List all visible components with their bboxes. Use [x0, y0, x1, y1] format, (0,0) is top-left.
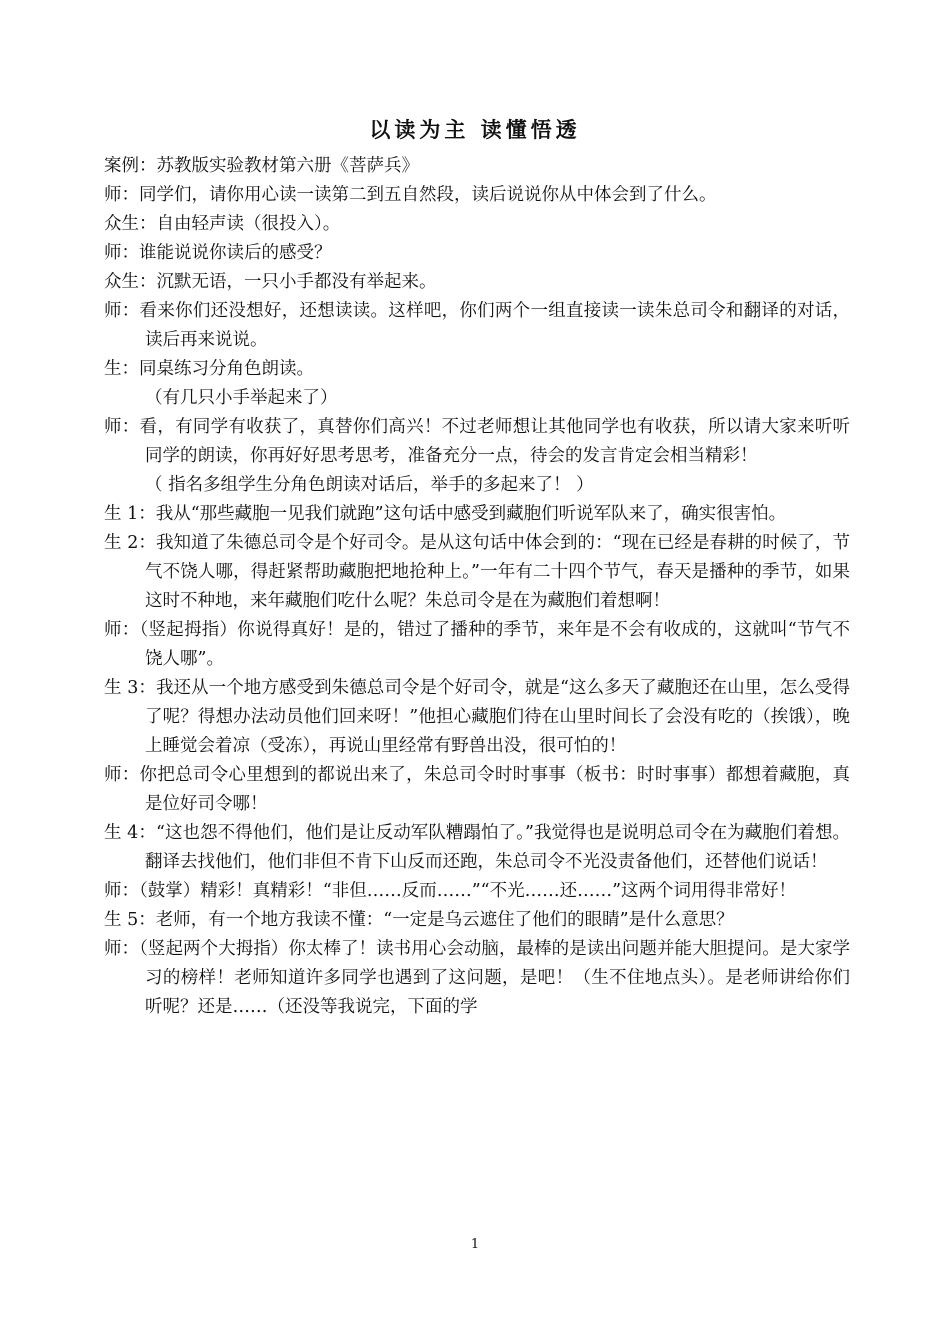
speaker-label: 众生： — [104, 272, 157, 292]
case-line: 案例：苏教版实验教材第六册《菩萨兵》 — [104, 156, 419, 176]
page-number: 1 — [470, 1237, 480, 1252]
paragraph-text: 谁能说说你读后的感受？ — [139, 243, 332, 263]
speaker-label: 师： — [104, 243, 139, 263]
dialogue-paragraph — [104, 297, 850, 355]
dialogue-paragraph — [104, 529, 850, 616]
speaker-label: 众生： — [104, 214, 157, 234]
speaker-label: 师： — [104, 765, 140, 785]
dialogue-paragraph — [104, 500, 850, 529]
speaker-label: 生 3： — [104, 678, 156, 698]
paragraph-text: 我知道了朱德总司令是个好司令。是从这句话中体会到的：“现在已经是春耕的时候了，节气不饶人哪，得赶紧帮助藏胞把地抢种上。”一年有二十四个节气，春天是播种的季节，如果这时不种地，来年藏胞们吃什么呢？朱总司令是在为藏胞们着想啊！ — [145, 533, 850, 611]
speaker-label: 师： — [104, 620, 140, 640]
paragraph-text: （鼓掌）精彩！真精彩！“非但……反而……”“不光……还……”这两个词用得非常好！ — [139, 881, 797, 901]
paragraph-text: 看，有同学有收获了，真替你们高兴！不过老师想让其他同学也有收获，所以请大家来听听同学的朗读，你再好好思考思考，准备充分一点，待会的发言肯定会相当精彩！ — [139, 417, 851, 466]
paragraph-text: 我还从一个地方感受到朱德总司令是个好司令，就是“这么多天了藏胞还在山里，怎么受得了呢？得想办法动员他们回来呀！”他担心藏胞们待在山里时间长了会没有吃的（挨饿），晚上睡觉会着凉（受冻），再说山里经常有野兽出没，很可怕的！ — [145, 678, 850, 756]
speaker-label: 生 5： — [104, 910, 156, 930]
speaker-label: 师： — [104, 185, 139, 205]
document-body — [104, 152, 850, 1022]
speaker-label: 师： — [104, 417, 140, 437]
paragraph-text: 同桌练习分角色朗读。 — [139, 359, 314, 379]
dialogue-paragraph — [104, 819, 850, 877]
stage-note: （ 指名多组学生分角色朗读对话后，举手的多起来了！ ） — [145, 475, 594, 495]
speaker-label: 生： — [104, 359, 139, 379]
dialogue-paragraph — [104, 906, 850, 935]
speaker-label: 师： — [104, 881, 139, 901]
paragraph-text: 我从“那些藏胞一见我们就跑”这句话中感受到藏胞们听说军队来了，确实很害怕。 — [155, 504, 787, 524]
paragraph-text: 老师，有一个地方我读不懂：“一定是乌云遮住了他们的眼睛”是什么意思？ — [155, 910, 734, 930]
dialogue-paragraph — [104, 877, 850, 906]
dialogue-paragraph — [104, 210, 850, 239]
paragraph-text: “这也怨不得他们，他们是让反动军队糟蹋怕了。”我觉得也是说明总司令在为藏胞们着想。翻译去找他们，他们非但不肯下山反而还跑，朱总司令不光没责备他们，还替他们说话！ — [145, 823, 851, 872]
paragraph-text: 沉默无语，一只小手都没有举起来。 — [156, 272, 437, 292]
dialogue-paragraph — [104, 761, 850, 819]
paragraph-text: 同学们，请你用心读一读第二到五自然段，读后说说你从中体会到了什么。 — [139, 185, 717, 205]
speaker-label: 师： — [104, 939, 140, 959]
dialogue-paragraph — [104, 239, 850, 268]
dialogue-paragraph — [104, 413, 850, 471]
paragraph-text: 你把总司令心里想到的都说出来了，朱总司令时时事事（板书：时时事事）都想着藏胞，真是位好司令哪！ — [139, 765, 851, 814]
dialogue-paragraph — [104, 268, 850, 297]
stage-note: （有几只小手举起来了） — [145, 388, 338, 408]
dialogue-paragraph — [104, 616, 850, 674]
dialogue-paragraph — [104, 674, 850, 761]
dialogue-paragraph — [104, 935, 850, 1022]
paragraph-text: （竖起两个大拇指）你太棒了！读书用心会动脑，最棒的是读出问题并能大胆提问。是大家学习的榜样！老师知道许多同学也遇到了这问题，是吧！（生不住地点头）。是老师讲给你们听呢？还是……（还没等我说完，下面的学 — [139, 939, 850, 1017]
document-title: 以读为主 读懂悟透 — [369, 118, 581, 142]
speaker-label: 生 2： — [104, 533, 156, 553]
dialogue-paragraph — [104, 355, 850, 384]
paragraph-text: 自由轻声读（很投入）。 — [156, 214, 341, 234]
speaker-label: 生 1： — [104, 504, 156, 524]
speaker-label: 生 4： — [104, 823, 156, 843]
dialogue-paragraph — [104, 181, 850, 210]
paragraph-text: （竖起拇指）你说得真好！是的，错过了播种的季节，来年是不会有收成的，这就叫“节气不饶人哪”。 — [139, 620, 850, 669]
paragraph-text: 看来你们还没想好，还想读读。这样吧，你们两个一组直接读一读朱总司令和翻译的对话，读后再来说说。 — [139, 301, 851, 350]
speaker-label: 师： — [104, 301, 140, 321]
